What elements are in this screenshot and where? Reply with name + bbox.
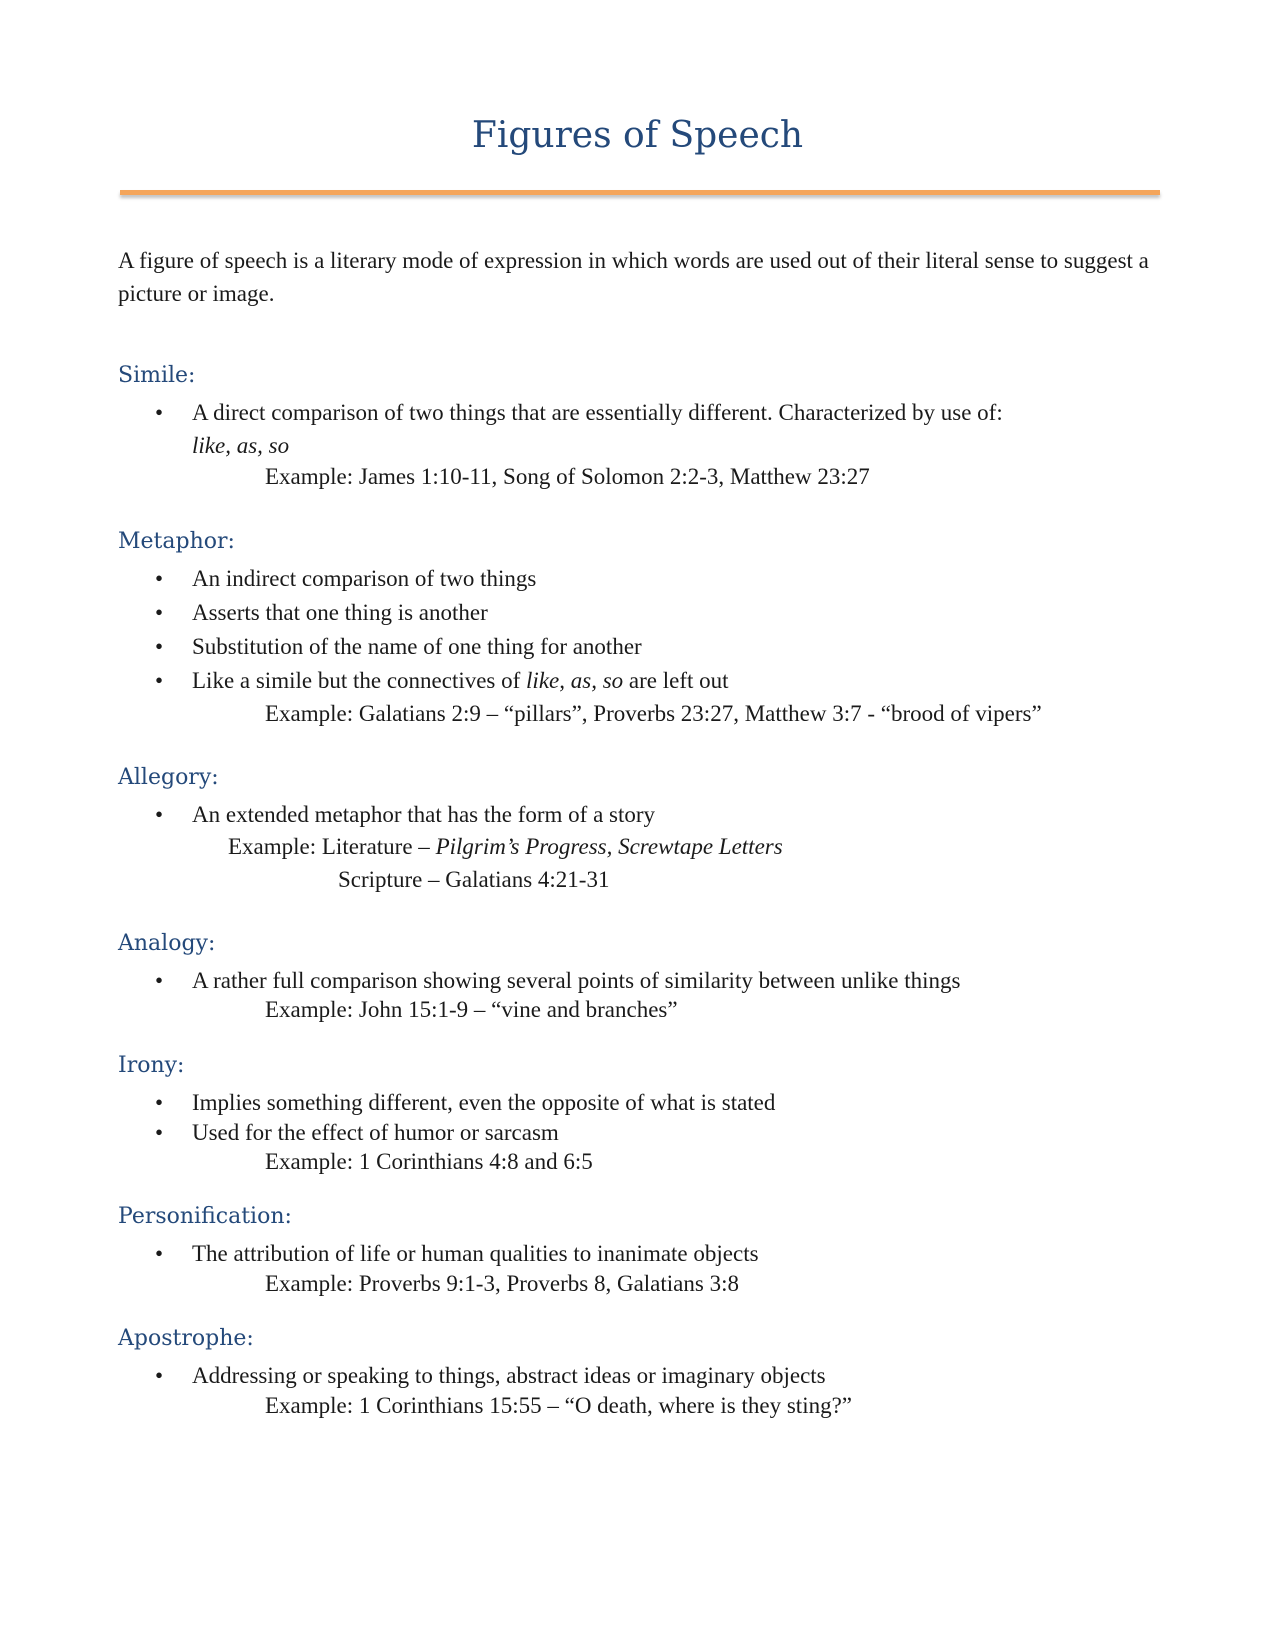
- metaphor-item-4-post: are left out: [623, 668, 729, 693]
- bullet-icon: •: [155, 400, 164, 425]
- bullet-icon: •: [155, 968, 164, 993]
- apostrophe-item-1: Addressing or speaking to things, abstract ideas or imaginary objects: [192, 1363, 826, 1388]
- metaphor-item-4-italic: like, as, so: [526, 668, 624, 693]
- metaphor-item-4: [192, 664, 1172, 697]
- metaphor-item-1: An indirect comparison of two things: [192, 566, 537, 591]
- metaphor-example: Example: Galatians 2:9 – “pillars”, Proverbs 23:27, Matthew 3:7 - “brood of vipers”: [265, 701, 1042, 726]
- irony-heading: Irony:: [118, 1053, 185, 1078]
- apostrophe-example: Example: 1 Corinthians 15:55 – “O death, where is they sting?”: [265, 1393, 853, 1418]
- irony-item-1: Implies something different, even the opposite of what is stated: [192, 1090, 776, 1115]
- bullet-icon: •: [155, 668, 164, 693]
- bullet-icon: •: [155, 1241, 164, 1266]
- allegory-example-pre: Example: Literature –: [228, 834, 436, 859]
- bullet-icon: •: [155, 1120, 164, 1145]
- bullet-icon: •: [155, 1090, 164, 1115]
- analogy-heading: Analogy:: [118, 931, 216, 956]
- apostrophe-heading: Apostrophe:: [118, 1326, 254, 1351]
- bullet-icon: •: [155, 634, 164, 659]
- simile-item-1-text: A direct comparison of two things that are essentially different. Characterized by use of:: [192, 400, 1003, 425]
- allegory-example-2: Scripture – Galatians 4:21-31: [338, 867, 610, 892]
- metaphor-item-2: Asserts that one thing is another: [192, 600, 488, 625]
- allegory-item-1: An extended metaphor that has the form of a story: [192, 802, 656, 827]
- personification-example: Example: Proverbs 9:1-3, Proverbs 8, Galatians 3:8: [265, 1271, 739, 1296]
- metaphor-item-4-pre: Like a simile but the connectives of: [192, 668, 527, 693]
- metaphor-heading: Metaphor:: [118, 529, 235, 554]
- bullet-icon: •: [155, 1363, 164, 1388]
- analogy-item-1: A rather full comparison showing several points of similarity between unlike things: [192, 968, 961, 993]
- simile-item-1: [192, 396, 1172, 462]
- allegory-example: [228, 830, 783, 863]
- simile-heading: Simile:: [118, 363, 196, 388]
- intro-paragraph: A figure of speech is a literary mode of expression in which words are used out of their literal sense to suggest a picture or image.: [118, 248, 1149, 306]
- title-divider: [120, 190, 1160, 195]
- metaphor-item-3: Substitution of the name of one thing for another: [192, 634, 642, 659]
- irony-item-2: Used for the effect of humor or sarcasm: [192, 1120, 559, 1145]
- analogy-example: Example: John 15:1-9 – “vine and branches”: [265, 997, 678, 1022]
- allegory-example-italic: Pilgrim’s Progress, Screwtape Letters: [435, 834, 783, 859]
- bullet-icon: •: [155, 802, 164, 827]
- irony-example: Example: 1 Corinthians 4:8 and 6:5: [265, 1149, 593, 1174]
- personification-item-1: The attribution of life or human qualities to inanimate objects: [192, 1241, 759, 1266]
- simile-item-1-italic: like, as, so: [192, 433, 290, 458]
- personification-heading: Personification:: [118, 1204, 292, 1229]
- bullet-icon: •: [155, 566, 164, 591]
- bullet-icon: •: [155, 600, 164, 625]
- allegory-heading: Allegory:: [118, 765, 219, 790]
- page-title: Figures of Speech: [471, 115, 804, 156]
- simile-example: Example: James 1:10-11, Song of Solomon 2:2-3, Matthew 23:27: [265, 464, 870, 489]
